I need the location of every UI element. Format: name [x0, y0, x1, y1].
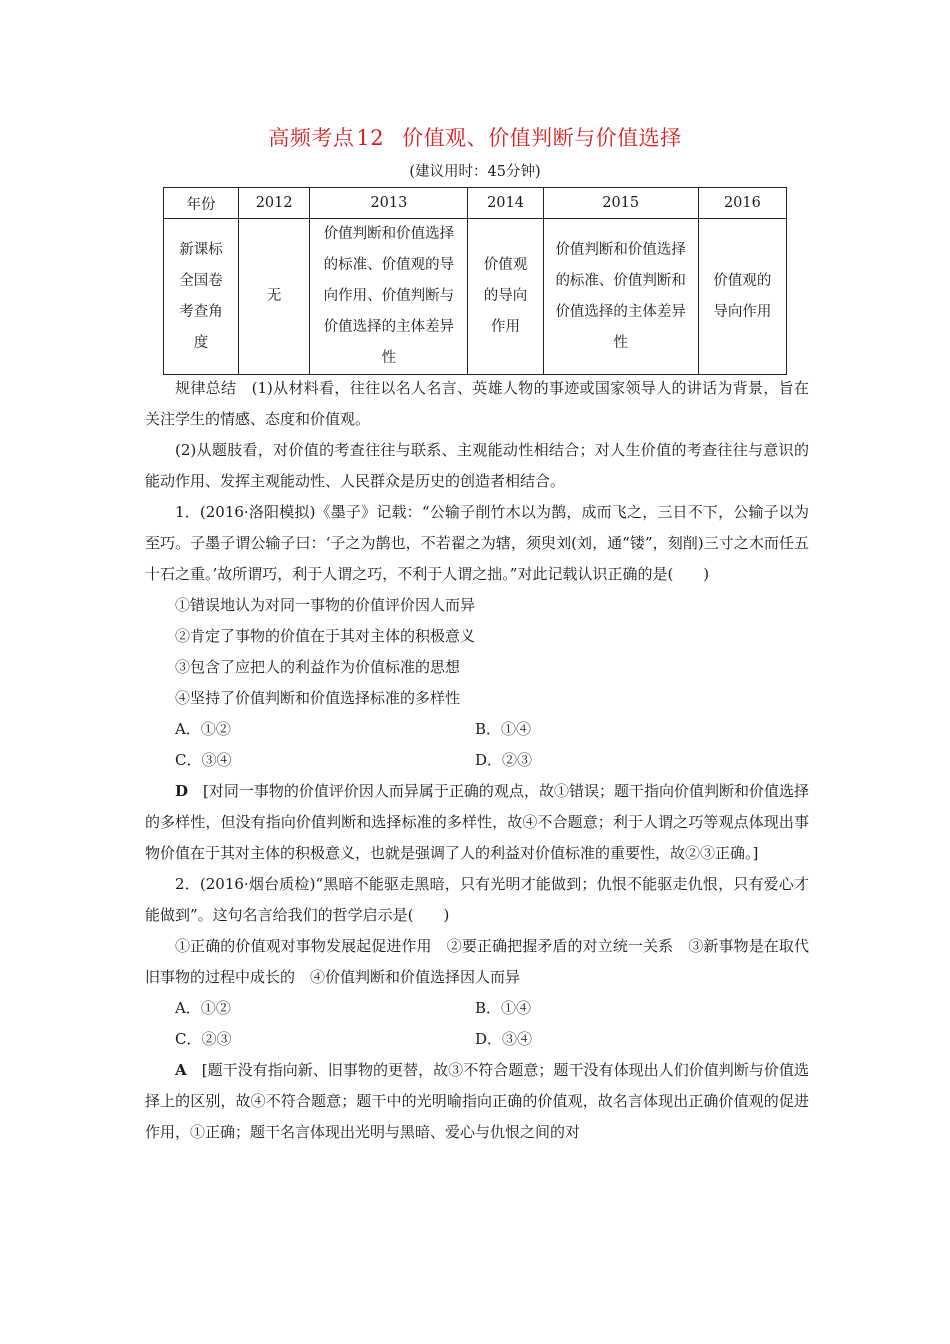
question-1-answer — [145, 776, 809, 869]
table-header-cell: 年份 — [164, 188, 239, 219]
question-2-options-row — [145, 993, 809, 1024]
table-cell: 无 — [239, 219, 310, 375]
option-d: D．③④ — [475, 1030, 533, 1048]
question-2-stem: 2．(2016·烟台质检)“黑暗不能驱走黑暗，只有光明才能做到；仇恨不能驱走仇恨，只有爱心才能做到”。这句名言给我们的哲学启示是( ) — [145, 875, 809, 924]
option-a: A．①② — [175, 720, 231, 738]
suggested-time: (建议用时：45分钟) — [409, 164, 541, 180]
option-c: C．②③ — [175, 1030, 232, 1048]
option-b: B．①④ — [475, 720, 532, 738]
table-row — [164, 219, 787, 375]
table-header-row — [164, 188, 787, 219]
question-1-options-row — [145, 714, 809, 745]
question-1-item: ①错误地认为对同一事物的价值评价因人而异 — [175, 596, 476, 614]
answer-explanation: [对同一事物的价值评价因人而异属于正确的观点，故①错误；题干指向价值判断和价值选择的多样性，但没有指向价值判断和选择标准的多样性，故④不合题意；利于人谓之巧等观点体现出事物价值在于其对主体的积极意义，也就是强调了人的利益对价值标准的重要性，故②③正确。] — [145, 782, 809, 862]
title-prefix: 高频考点 — [268, 126, 355, 150]
option-d: D．②③ — [475, 751, 533, 769]
table-cell — [468, 219, 543, 375]
question-2-options-row — [145, 1024, 809, 1055]
summary-paragraph-1: 规律总结 (1)从材料看，往往以名人名言、英雄人物的事迹或国家领导人的讲话为背景，旨在关注学生的情感、态度和价值观。 — [145, 379, 809, 428]
cell-text: 价值观的导向作用 — [713, 272, 772, 320]
table-header-cell: 2012 — [239, 188, 310, 219]
question-1-item: ②肯定了事物的价值在于其对主体的积极意义 — [175, 627, 476, 645]
table-cell — [698, 219, 786, 375]
table-cell — [543, 219, 698, 375]
document-body — [145, 373, 809, 1148]
table-header-cell: 2014 — [468, 188, 543, 219]
table-cell — [310, 219, 468, 375]
answer-explanation: [题干没有指向新、旧事物的更替，故③不符合题意；题干没有体现出人们价值判断与价值选择上的区别，故④不符合题意；题干中的光明喻指向正确的价值观，故名言体现出正确价值观的促进作用，①正确；题干名言体现出光明与黑暗、爱心与仇恨之间的对 — [145, 1061, 809, 1141]
table-header-cell: 2016 — [698, 188, 786, 219]
cell-text: 价值判断和价值选择的标准、价值判断和价值选择的主体差异性 — [555, 241, 686, 351]
table-header-cell: 2015 — [543, 188, 698, 219]
question-1-item: ④坚持了价值判断和价值选择标准的多样性 — [175, 689, 461, 707]
option-c: C．③④ — [175, 751, 232, 769]
table-header-cell: 2013 — [310, 188, 468, 219]
summary-paragraph-2: (2)从题肢看，对价值的考查往往与联系、主观能动性相结合；对人生价值的考查往往与意识的能动作用、发挥主观能动性、人民群众是历史的创造者相结合。 — [145, 441, 809, 490]
question-2-items: ①正确的价值观对事物发展起促进作用 ②要正确把握矛盾的对立统一关系 ③新事物是在取代旧事物的过程中成长的 ④价值判断和价值选择因人而异 — [145, 937, 809, 986]
cell-text: 价值观的导向作用 — [483, 257, 528, 335]
page-title — [0, 122, 950, 152]
answer-letter: D — [175, 782, 189, 800]
answer-letter: A — [175, 1061, 187, 1079]
table-cell — [164, 219, 239, 375]
option-a: A．①② — [175, 999, 231, 1017]
question-1-options-row — [145, 745, 809, 776]
title-number: 12 — [356, 126, 385, 150]
cell-text: 新课标全国卷考查角度 — [179, 241, 223, 351]
question-1-stem: 1．(2016·洛阳模拟)《墨子》记载：“公输子削竹木以为鹊，成而飞之，三日不下，公输子以为至巧。子墨子谓公输子曰：‘子之为鹊也，不若翟之为辖，须臾刘(刘，通“镂”，刻削)三寸之木而任五十石之重。’故所谓巧，利于人谓之巧，不利于人谓之拙。”对此记载认识正确的是( ) — [145, 503, 809, 583]
question-1-item: ③包含了应把人的利益作为价值标准的思想 — [175, 658, 461, 676]
option-b: B．①④ — [475, 999, 532, 1017]
question-2-answer — [145, 1055, 809, 1148]
title-main: 价值观、价值判断与价值选择 — [402, 126, 682, 150]
cell-text: 价值判断和价值选择的标准、价值观的导向作用、价值判断与价值选择的主体差异性 — [323, 226, 455, 366]
exam-angle-table — [163, 187, 787, 375]
